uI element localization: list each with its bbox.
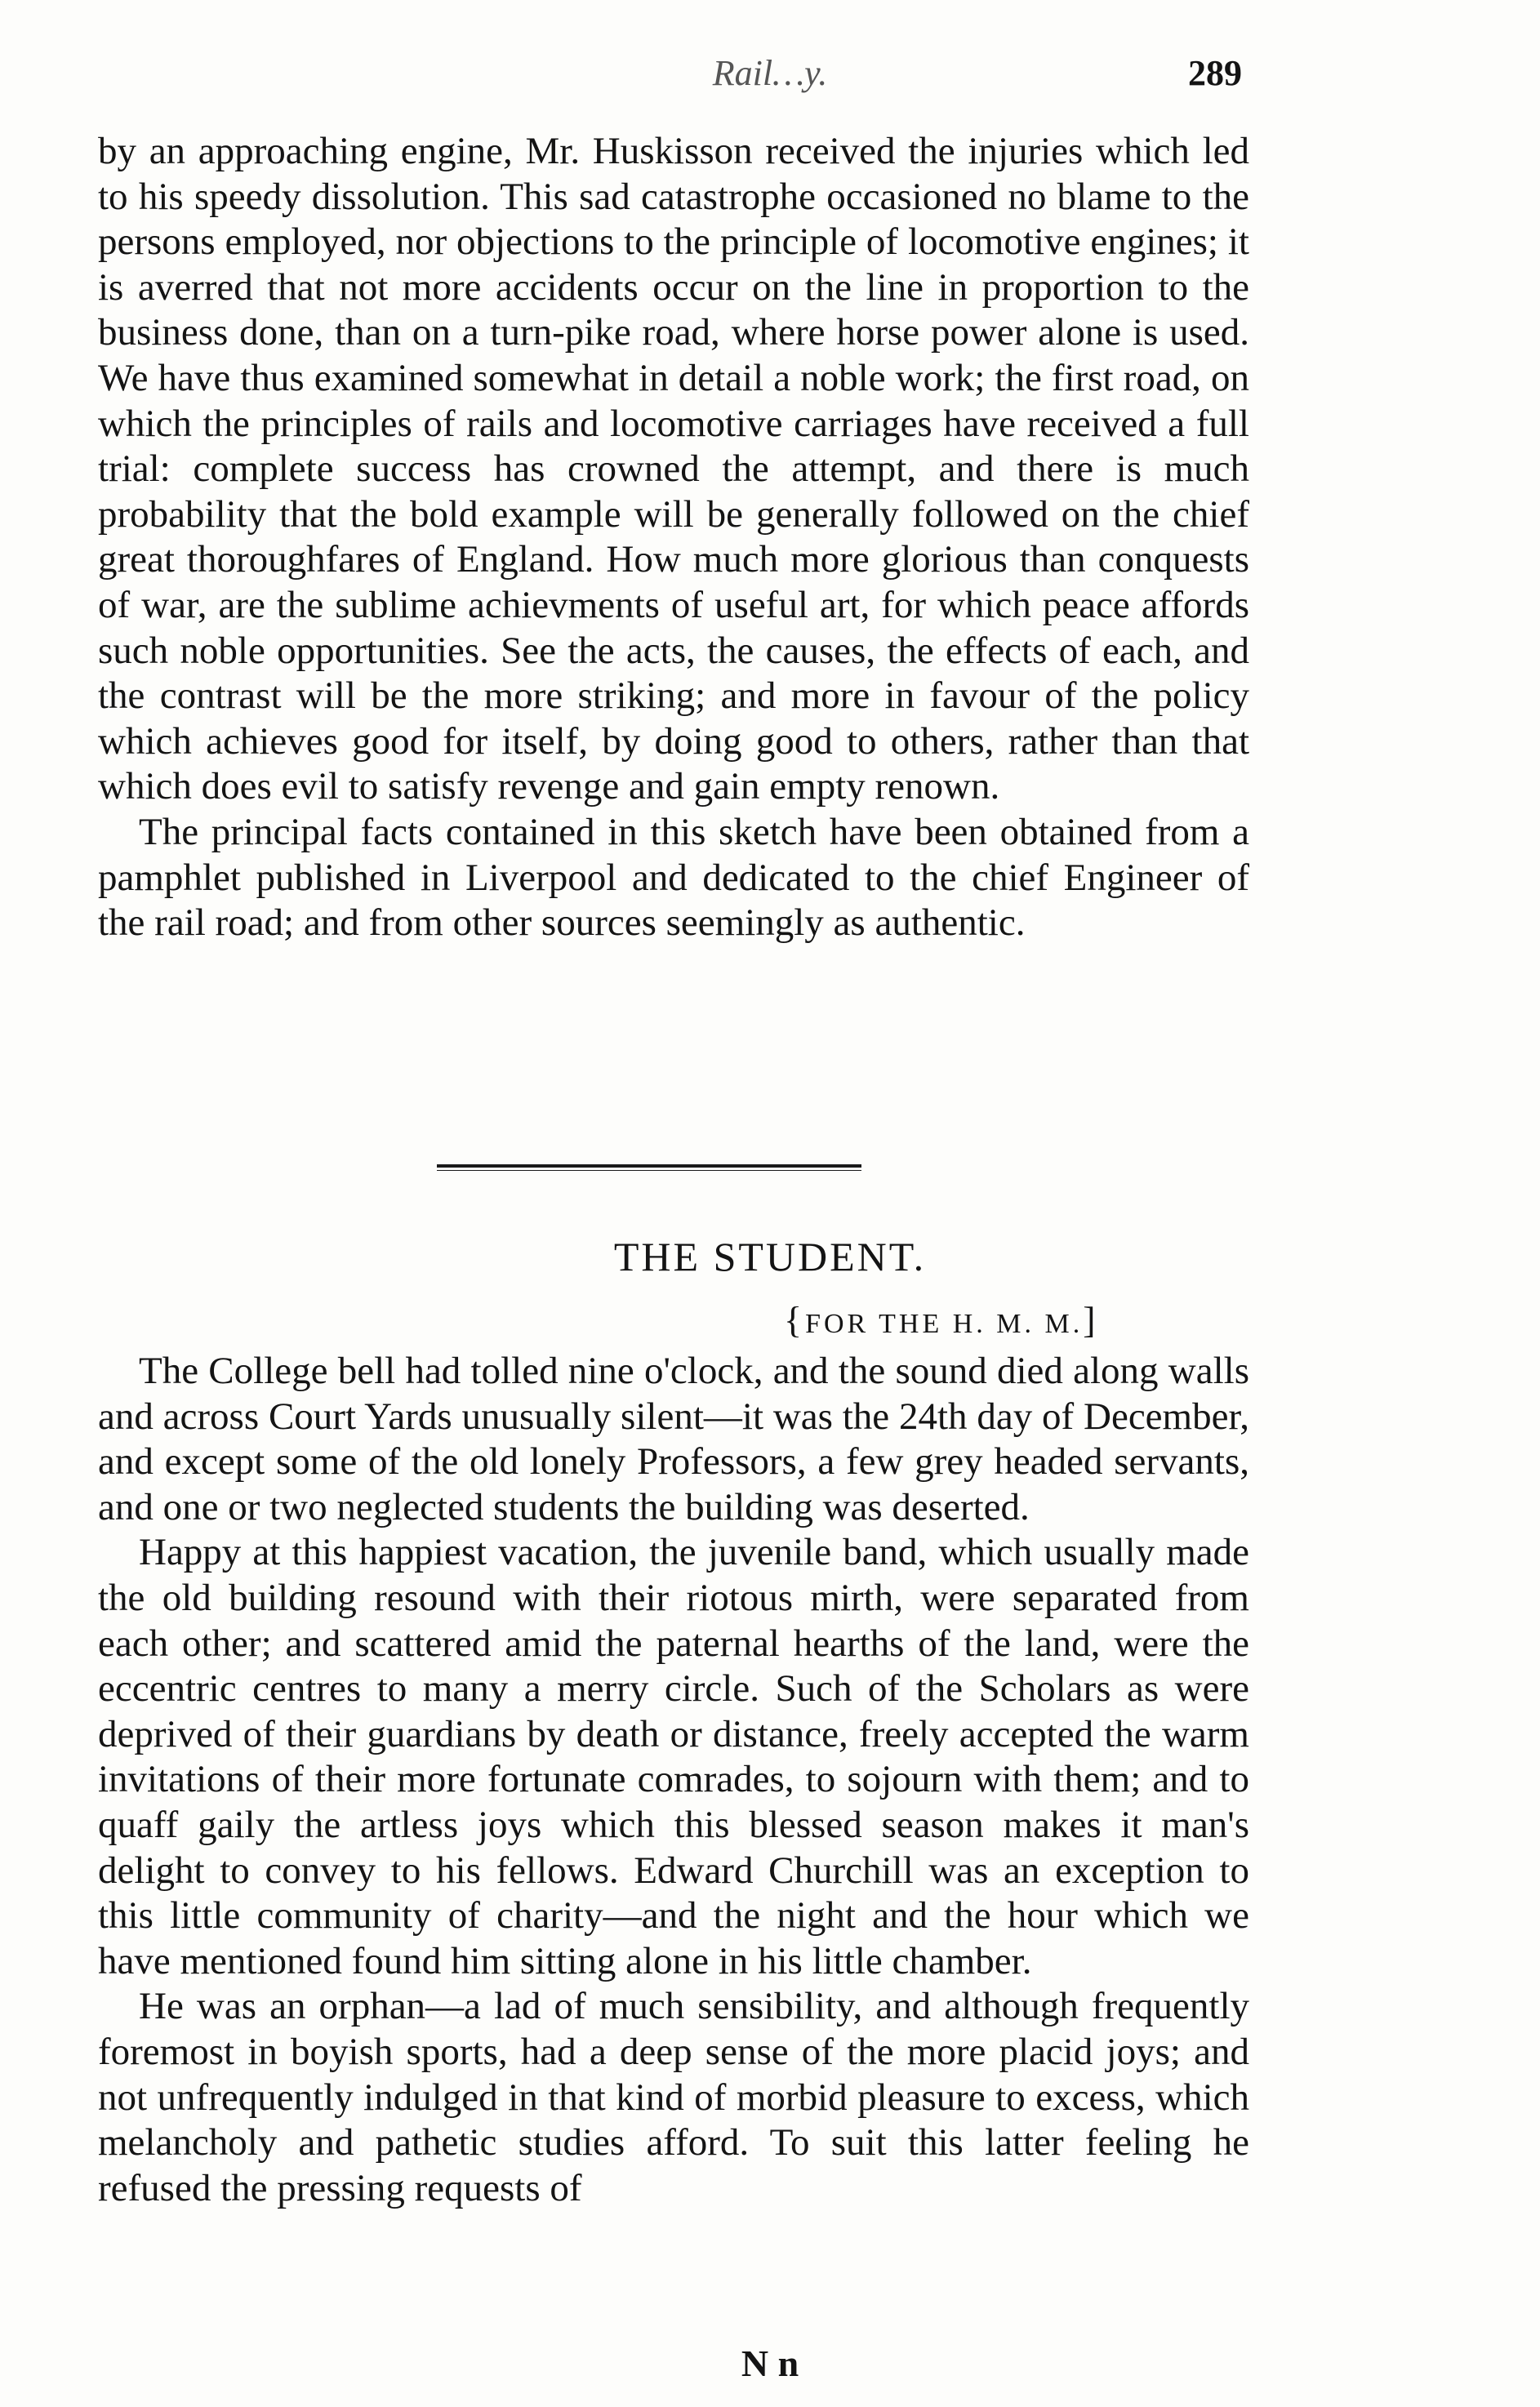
page-number: 289 [1188,53,1242,93]
running-head [0,47,1540,105]
running-title: Rail…y. [712,53,828,93]
continued-text [98,129,1249,946]
continued-paragraph-1: by an approaching engine, Mr. Huskisson received the injuries which led to his speedy dissolution. This sad catastrophe occasioned no blame to the persons employed, nor objections to the principle of locomotive engines; it is averred that not more accidents occur on the line in proportion to the business done, than on a turn-pike road, where horse power alone is used. We have thus examined somewhat in detail a noble work; the first road, on which the principles of rails and locomotive carriages have received a full trial: complete success has crowned the attempt, and there is much probability that the bold example will be generally followed on the chief great thoroughfares of England. How much more glorious than conquests of war, are the sublime achievments of useful art, for which peace affords such noble opportunities. See the acts, the causes, the effects of each, and the contrast will be the more striking; and more in favour of the policy which achieves good for itself, by doing good to others, rather than that which does evil to satisfy revenge and gain empty renown. [98,130,1249,808]
continued-paragraph-2: The principal facts contained in this sketch have been obtained from a pamphlet published in Liverpool and dedicated to the chief Engineer of the rail road; and from other sources seemingly as authentic. [98,810,1249,945]
section-divider [437,1164,861,1168]
attribution-text: FOR THE H. M. M. [805,1309,1084,1339]
article-paragraph-2: Happy at this happiest vacation, the juvenile band, which usually made the old building resound with their riotous mirth, were separated from each other; and scattered amid the paternal hearths of the land, were the eccentric centres to many a merry circle. Such of the Scholars as were deprived of their guardians by death or distance, freely accepted the warm invitations of their more fortunate comrades, to sojourn with them; and to quaff gaily the artless joys which this blessed season makes it man's delight to convey to his fellows. Edward Churchill was an exception to this little community of charity—and the night and the hour which we have mentioned found him sitting alone in his little chamber. [98,1531,1249,1982]
article-attribution [784,1298,1099,1341]
article-paragraph-3: He was an orphan—a lad of much sensibility, and although frequently foremost in boyish sports, had a deep sense of the more placid joys; and not unfrequently indulged in that kind of morbid pleasure to excess, which melancholy and pathetic studies afford. To suit this latter feeling he refused the pressing requests of [98,1985,1249,2209]
attribution-open-bracket: { [784,1299,806,1341]
article-body [98,1349,1249,2211]
article-paragraph-1: The College bell had tolled nine o'clock, and the sound died along walls and across Court Yards unusually silent—it was the 24th day of December, and except some of the old lonely Professors, a few grey headed servants, and one or two neglected students the building was deserted. [98,1350,1249,1528]
article-title: THE STUDENT. [613,1234,927,1279]
signature-mark: N n [741,2342,799,2384]
attribution-close-bracket: ] [1083,1299,1099,1341]
